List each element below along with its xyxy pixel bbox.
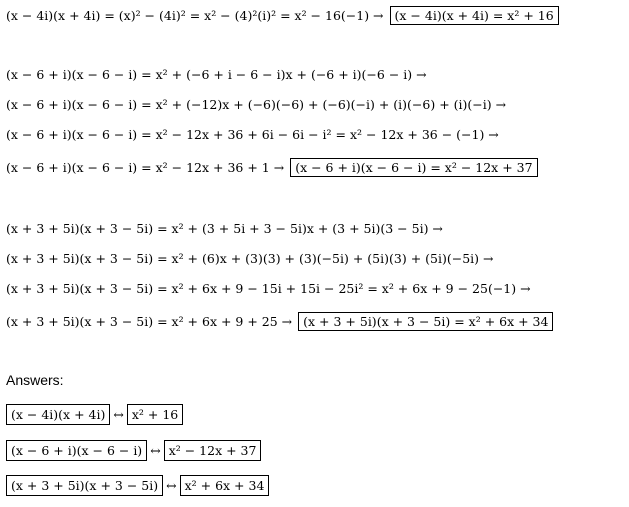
answer-2-expanded: x² − 12x + 37 [164, 440, 262, 461]
block1-line1-text: (x − 4i)(x + 4i) = (x)² − (4i)² = x² − (4)²(i)² = x² − 16(−1) → [6, 8, 384, 23]
block3-result-box: (x + 3 + 5i)(x + 3 − 5i) = x² + 6x + 34 [298, 312, 553, 331]
answer-1-expanded: x² + 16 [127, 404, 183, 425]
answer-3-factored: (x + 3 + 5i)(x + 3 − 5i) [6, 475, 163, 496]
block3-line3-text: (x + 3 + 5i)(x + 3 − 5i) = x² + 6x + 9 − 15i + 15i − 25i² = x² + 6x + 9 − 25(−1) → [6, 281, 531, 296]
block2-line3-text: (x − 6 + i)(x − 6 − i) = x² − 12x + 36 + 6i − 6i − i² = x² − 12x + 36 − (−1) → [6, 127, 499, 142]
block1-line1 [6, 6, 559, 25]
block3-line3 [6, 280, 531, 298]
block2-line1 [6, 66, 427, 84]
block3-line4 [6, 312, 553, 331]
double-arrow-icon: ↔ [150, 443, 161, 458]
block2-line4 [6, 158, 538, 177]
block3-line1 [6, 220, 443, 238]
answer-1-factored: (x − 4i)(x + 4i) [6, 404, 110, 425]
block3-line4-text: (x + 3 + 5i)(x + 3 − 5i) = x² + 6x + 9 + 25 → [6, 314, 293, 329]
double-arrow-icon: ↔ [166, 478, 177, 493]
block3-line1-text: (x + 3 + 5i)(x + 3 − 5i) = x² + (3 + 5i + 3 − 5i)x + (3 + 5i)(3 − 5i) → [6, 221, 443, 236]
block1-result-box: (x − 4i)(x + 4i) = x² + 16 [390, 6, 559, 25]
block3-line2-text: (x + 3 + 5i)(x + 3 − 5i) = x² + (6)x + (3)(3) + (3)(−5i) + (5i)(3) + (5i)(−5i) → [6, 251, 494, 266]
block2-line4-text: (x − 6 + i)(x − 6 − i) = x² − 12x + 36 + 1 → [6, 160, 285, 175]
block2-line2-text: (x − 6 + i)(x − 6 − i) = x² + (−12)x + (−6)(−6) + (−6)(−i) + (i)(−6) + (i)(−i) → [6, 97, 507, 112]
block2-line2 [6, 96, 506, 114]
block2-result-box: (x − 6 + i)(x − 6 − i) = x² − 12x + 37 [290, 158, 537, 177]
block2-line1-text: (x − 6 + i)(x − 6 − i) = x² + (−6 + i − 6 − i)x + (−6 + i)(−6 − i) → [6, 67, 427, 82]
block2-line3 [6, 126, 499, 144]
answer-3-expanded: x² + 6x + 34 [180, 475, 270, 496]
answers-heading: Answers: [6, 372, 64, 388]
answer-2-factored: (x − 6 + i)(x − 6 − i) [6, 440, 147, 461]
answer-row-1 [6, 404, 183, 425]
answer-row-3 [6, 475, 269, 496]
double-arrow-icon: ↔ [113, 407, 124, 422]
block3-line2 [6, 250, 493, 268]
answer-row-2 [6, 440, 261, 461]
